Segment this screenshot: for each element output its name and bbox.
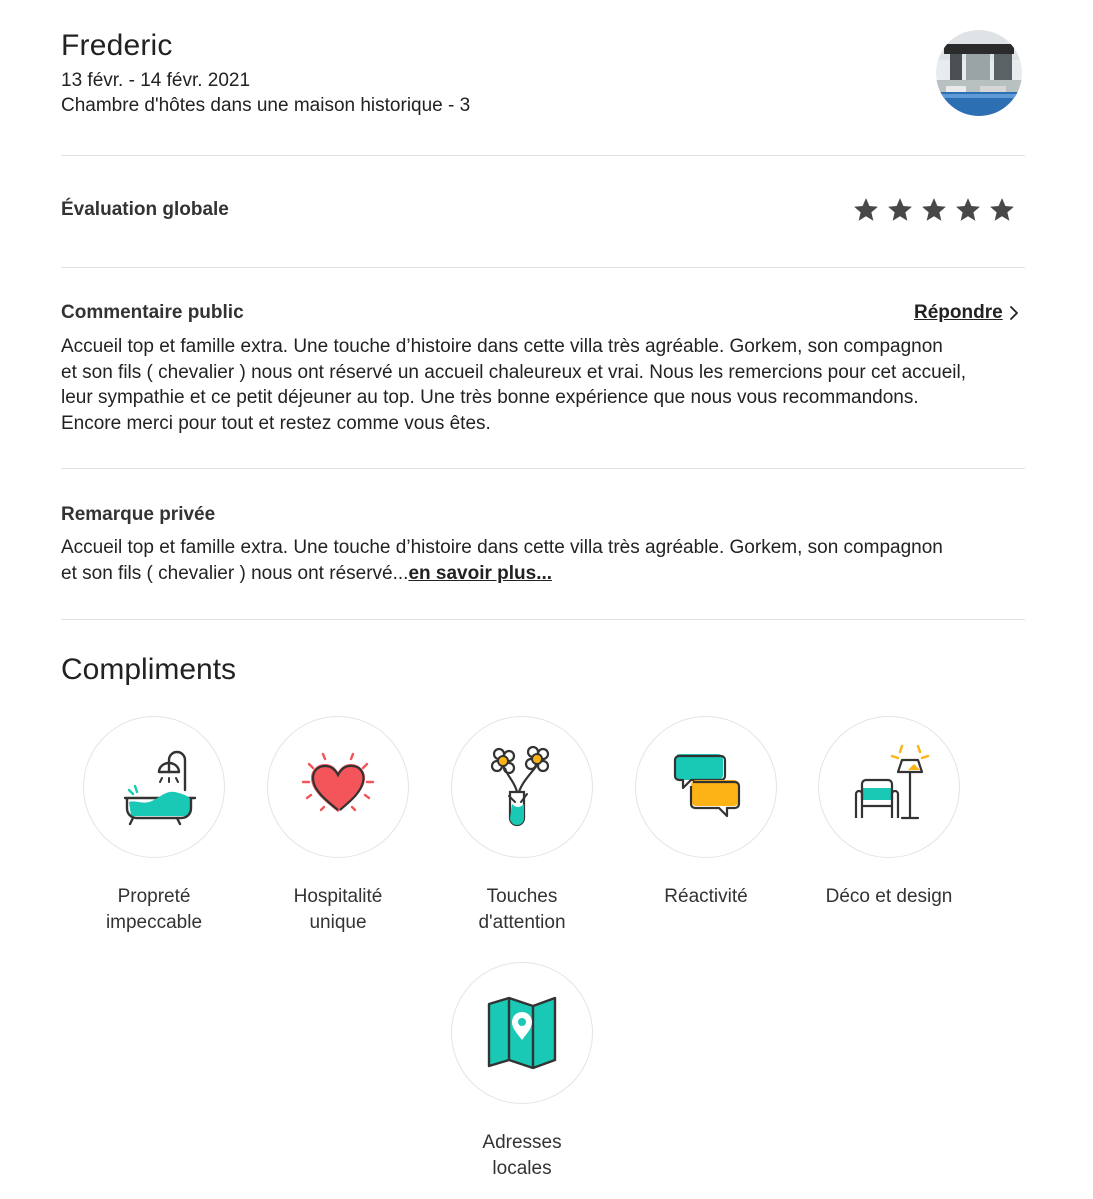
public-comment-text bbox=[61, 334, 1025, 436]
star-icon bbox=[920, 196, 948, 224]
armchair-lamp-icon bbox=[844, 742, 934, 832]
compliment-label-line: impeccable bbox=[105, 911, 203, 933]
compliment-responsiveness bbox=[614, 716, 798, 910]
compliment-label bbox=[614, 884, 798, 910]
chevron-right-icon bbox=[1009, 305, 1019, 321]
divider bbox=[61, 468, 1025, 469]
reply-label[interactable]: Répondre bbox=[914, 302, 1003, 323]
note-line bbox=[61, 561, 1025, 587]
star-icon bbox=[954, 196, 982, 224]
compliment-label-line: Réactivité bbox=[664, 886, 748, 907]
comment-line: Accueil top et famille extra. Une touche d’histoire dans cette villa très agréable. Gorkem, son compagnon bbox=[61, 336, 943, 357]
flowers-icon bbox=[477, 742, 567, 832]
compliment-label-line: Touches bbox=[486, 886, 558, 907]
compliment-label bbox=[246, 884, 430, 935]
comment-line: Encore merci pour tout et restez comme vous êtes. bbox=[61, 412, 491, 434]
star-icon bbox=[852, 196, 880, 224]
compliment-label-line: locales bbox=[492, 1157, 552, 1179]
heart-icon bbox=[293, 742, 383, 832]
guest-name: Frederic bbox=[61, 29, 173, 62]
compliment-badge bbox=[83, 716, 225, 858]
compliment-label bbox=[430, 1130, 614, 1181]
reservation-header bbox=[61, 28, 1025, 128]
compliment-badge bbox=[818, 716, 960, 858]
compliment-local-tips bbox=[430, 962, 614, 1181]
star-rating bbox=[852, 196, 1016, 224]
note-line: Accueil top et famille extra. Une touche d’histoire dans cette villa très agréable. Gorkem, son compagnon bbox=[61, 537, 943, 558]
bathtub-icon bbox=[109, 742, 199, 832]
public-comment-title: Commentaire public bbox=[61, 302, 244, 323]
chat-bubbles-icon bbox=[661, 742, 751, 832]
compliment-label-line: unique bbox=[309, 911, 367, 933]
private-note-title: Remarque privée bbox=[61, 504, 216, 525]
listing-photo[interactable] bbox=[936, 30, 1022, 116]
compliment-badge bbox=[267, 716, 409, 858]
compliment-label-line: Propreté bbox=[117, 886, 191, 907]
note-line-truncated: et son fils ( chevalier ) nous ont réservé... bbox=[61, 562, 409, 584]
divider bbox=[61, 267, 1025, 268]
private-note-text bbox=[61, 535, 1025, 586]
compliment-badge bbox=[635, 716, 777, 858]
compliment-decor bbox=[797, 716, 981, 910]
compliment-label-line: Déco et design bbox=[825, 886, 953, 907]
listing-name: Chambre d'hôtes dans une maison historique - 3 bbox=[61, 95, 471, 116]
compliment-hospitality bbox=[246, 716, 430, 935]
compliment-label-line: Hospitalité bbox=[293, 886, 383, 907]
read-more-link[interactable]: en savoir plus... bbox=[408, 562, 553, 584]
star-icon bbox=[988, 196, 1016, 224]
comment-line: et son fils ( chevalier ) nous ont réservé un accueil chaleureux et vrai. Nous les remercions pour cet accueil, bbox=[61, 361, 967, 383]
compliments-title: Compliments bbox=[61, 653, 237, 686]
compliment-label-line: d'attention bbox=[478, 911, 566, 933]
reply-link[interactable] bbox=[914, 302, 1019, 324]
comment-line: leur sympathie et ce petit déjeuner au top. Une très bonne expérience que nous vous recommandons. bbox=[61, 387, 919, 408]
compliment-label bbox=[797, 884, 981, 910]
compliment-label bbox=[430, 884, 614, 935]
map-icon bbox=[477, 988, 567, 1078]
compliment-label bbox=[62, 884, 246, 935]
star-icon bbox=[886, 196, 914, 224]
divider bbox=[61, 155, 1025, 156]
overall-rating-label: Évaluation globale bbox=[61, 199, 229, 220]
stay-dates: 13 févr. - 14 févr. 2021 bbox=[61, 70, 251, 91]
divider bbox=[61, 619, 1025, 620]
compliment-attention bbox=[430, 716, 614, 935]
compliment-cleanliness bbox=[62, 716, 246, 935]
compliment-label-line: Adresses bbox=[482, 1132, 562, 1153]
compliment-badge bbox=[451, 962, 593, 1104]
compliment-badge bbox=[451, 716, 593, 858]
